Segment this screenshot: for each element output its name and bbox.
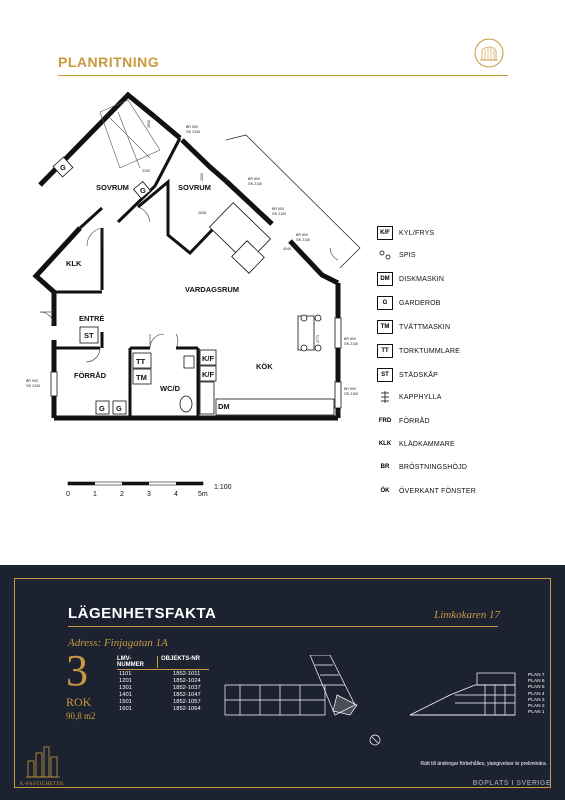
- scale-tick: 4: [174, 491, 178, 498]
- legend-key: KLK: [378, 441, 392, 447]
- facts-title: LÄGENHETSFAKTA: [68, 605, 217, 622]
- outer-walls: [36, 95, 338, 418]
- scale-tick: 3: [147, 491, 151, 498]
- legend-key: ST: [377, 368, 393, 382]
- apartment-number-table: [117, 656, 223, 713]
- scale-tick: 2: [120, 491, 124, 498]
- svg-text:BR 900: BR 900: [26, 379, 38, 383]
- page-title: PLANRITNING: [58, 54, 160, 70]
- room-wcd: WC/D: [160, 384, 180, 393]
- legend-item: ÖK ÖVERKANT FÖNSTER: [377, 484, 476, 498]
- fixture-st: ST: [84, 331, 94, 340]
- svg-text:BR 500: BR 500: [186, 125, 198, 129]
- stove-icon: [377, 248, 393, 262]
- rok-label: ROK: [66, 695, 92, 709]
- table-row: 1301 1852-1037: [119, 685, 201, 691]
- legend-item: TM TVÄTTMASKIN: [377, 320, 450, 334]
- legend-key: G: [377, 296, 393, 310]
- svg-text:4040: 4040: [283, 247, 291, 251]
- legend-key: ÖK: [380, 488, 390, 494]
- scale-tick: 1: [93, 491, 97, 498]
- facts-divider: [68, 626, 498, 627]
- scale-tick: 5m: [198, 491, 208, 498]
- fixture-g-3: G: [99, 404, 105, 413]
- svg-text:3100: 3100: [142, 169, 150, 173]
- fixture-g-4: G: [116, 404, 122, 413]
- legend-key: TM: [377, 320, 393, 334]
- legend-key: K/F: [377, 226, 393, 240]
- svg-text:2800: 2800: [200, 173, 204, 181]
- address: Adress: Finjagatan 1A: [68, 637, 168, 649]
- coat-rack-icon: [377, 390, 393, 404]
- table-row: 1201 1852-1024: [119, 678, 201, 684]
- table-row: 1101 1852-1011: [119, 671, 201, 677]
- svg-text:ÖK 2100: ÖK 2100: [26, 384, 41, 388]
- fixture-dm: DM: [218, 402, 230, 411]
- table-row: 1501 1852-1057: [119, 699, 201, 705]
- company-name: K-FASTIGHETER: [20, 782, 64, 787]
- svg-text:4773: 4773: [316, 335, 320, 343]
- svg-text:ÖK 2100: ÖK 2100: [186, 130, 201, 134]
- svg-text:ÖK 2100: ÖK 2100: [248, 182, 263, 186]
- room-forrad: FÖRRÅD: [74, 371, 107, 380]
- svg-text:ÖK 2100: ÖK 2100: [296, 238, 311, 242]
- room-vardagsrum: VARDAGSRUM: [185, 285, 240, 294]
- svg-text:ÖK 2100: ÖK 2100: [344, 392, 359, 396]
- legend-item: TT TORKTUMMLARE: [377, 344, 460, 358]
- legend-item: G GARDEROB: [377, 296, 441, 310]
- watermark: BOPLATS I SVERIGE: [472, 780, 551, 787]
- facts-panel: [0, 565, 565, 800]
- scale-ratio: 1:100: [214, 484, 232, 491]
- scale-tick: 0: [66, 491, 70, 498]
- legend-key: TT: [377, 344, 393, 358]
- legend-item: KLK KLÄDKAMMARE: [377, 437, 455, 451]
- fixture-g-1: G: [60, 163, 66, 172]
- svg-text:BR 500: BR 500: [248, 177, 260, 181]
- legend-item: K/F KYL/FRYS: [377, 226, 434, 240]
- disclaimer: Rätt till ändringar förbehålles, ytangivelser är preliminära.: [420, 761, 547, 767]
- room-count: 3: [66, 646, 88, 695]
- svg-text:BR 500: BR 500: [272, 207, 284, 211]
- beds: [100, 100, 160, 168]
- svg-text:ÖK 2100: ÖK 2100: [344, 342, 359, 346]
- legend-item: DM DISKMASKIN: [377, 272, 444, 286]
- fixture-kf-1: K/F: [202, 354, 215, 363]
- svg-text:BR 500: BR 500: [296, 233, 308, 237]
- room-sovrum-2: SOVRUM: [178, 183, 211, 192]
- svg-text:ÖK 2100: ÖK 2100: [272, 212, 287, 216]
- legend-item: FRD FÖRRÅD: [377, 414, 430, 428]
- legend-key: BR: [380, 464, 390, 470]
- svg-text:BR 500: BR 500: [344, 387, 356, 391]
- legend-item: KAPPHYLLA: [377, 390, 442, 404]
- scale-bar: [66, 481, 266, 501]
- building-illustration: [215, 655, 530, 755]
- legend-item: ST STÄDSKÅP: [377, 368, 438, 382]
- fixture-kf-2: K/F: [202, 370, 215, 379]
- fixture-tm: TM: [136, 373, 147, 382]
- room-sovrum-1: SOVRUM: [96, 183, 129, 192]
- legend-key: FRD: [378, 418, 392, 424]
- legend-item: SPIS: [377, 248, 416, 262]
- svg-text:2008: 2008: [198, 211, 206, 215]
- room-klk: KLK: [66, 259, 82, 268]
- project-name: Limkokaren 17: [434, 609, 500, 621]
- svg-text:3000: 3000: [147, 120, 151, 128]
- legend-key: DM: [377, 272, 393, 286]
- fixture-g-2: G: [140, 186, 146, 195]
- room-entre: ENTRÉ: [79, 314, 105, 323]
- table-header: LMV-NUMMER OBJEKTS-NR: [117, 656, 223, 668]
- city-skyline-logo-icon: [24, 743, 62, 779]
- area: 90,8 m2: [66, 711, 96, 721]
- table-row: 1601 1852-1064: [119, 706, 201, 712]
- legend-item: BR BRÖSTNINGSHÖJD: [377, 460, 467, 474]
- plan-levels: PLAN 7 PLAN 6 PLAN 5 PLAN 4 PLAN 3 PLAN 2 PLAN 1: [528, 673, 545, 716]
- room-kok: KÖK: [256, 362, 273, 371]
- table-row: 1401 1852-1047: [119, 692, 201, 698]
- fixture-tt: TT: [136, 357, 146, 366]
- svg-text:BR 500: BR 500: [344, 337, 356, 341]
